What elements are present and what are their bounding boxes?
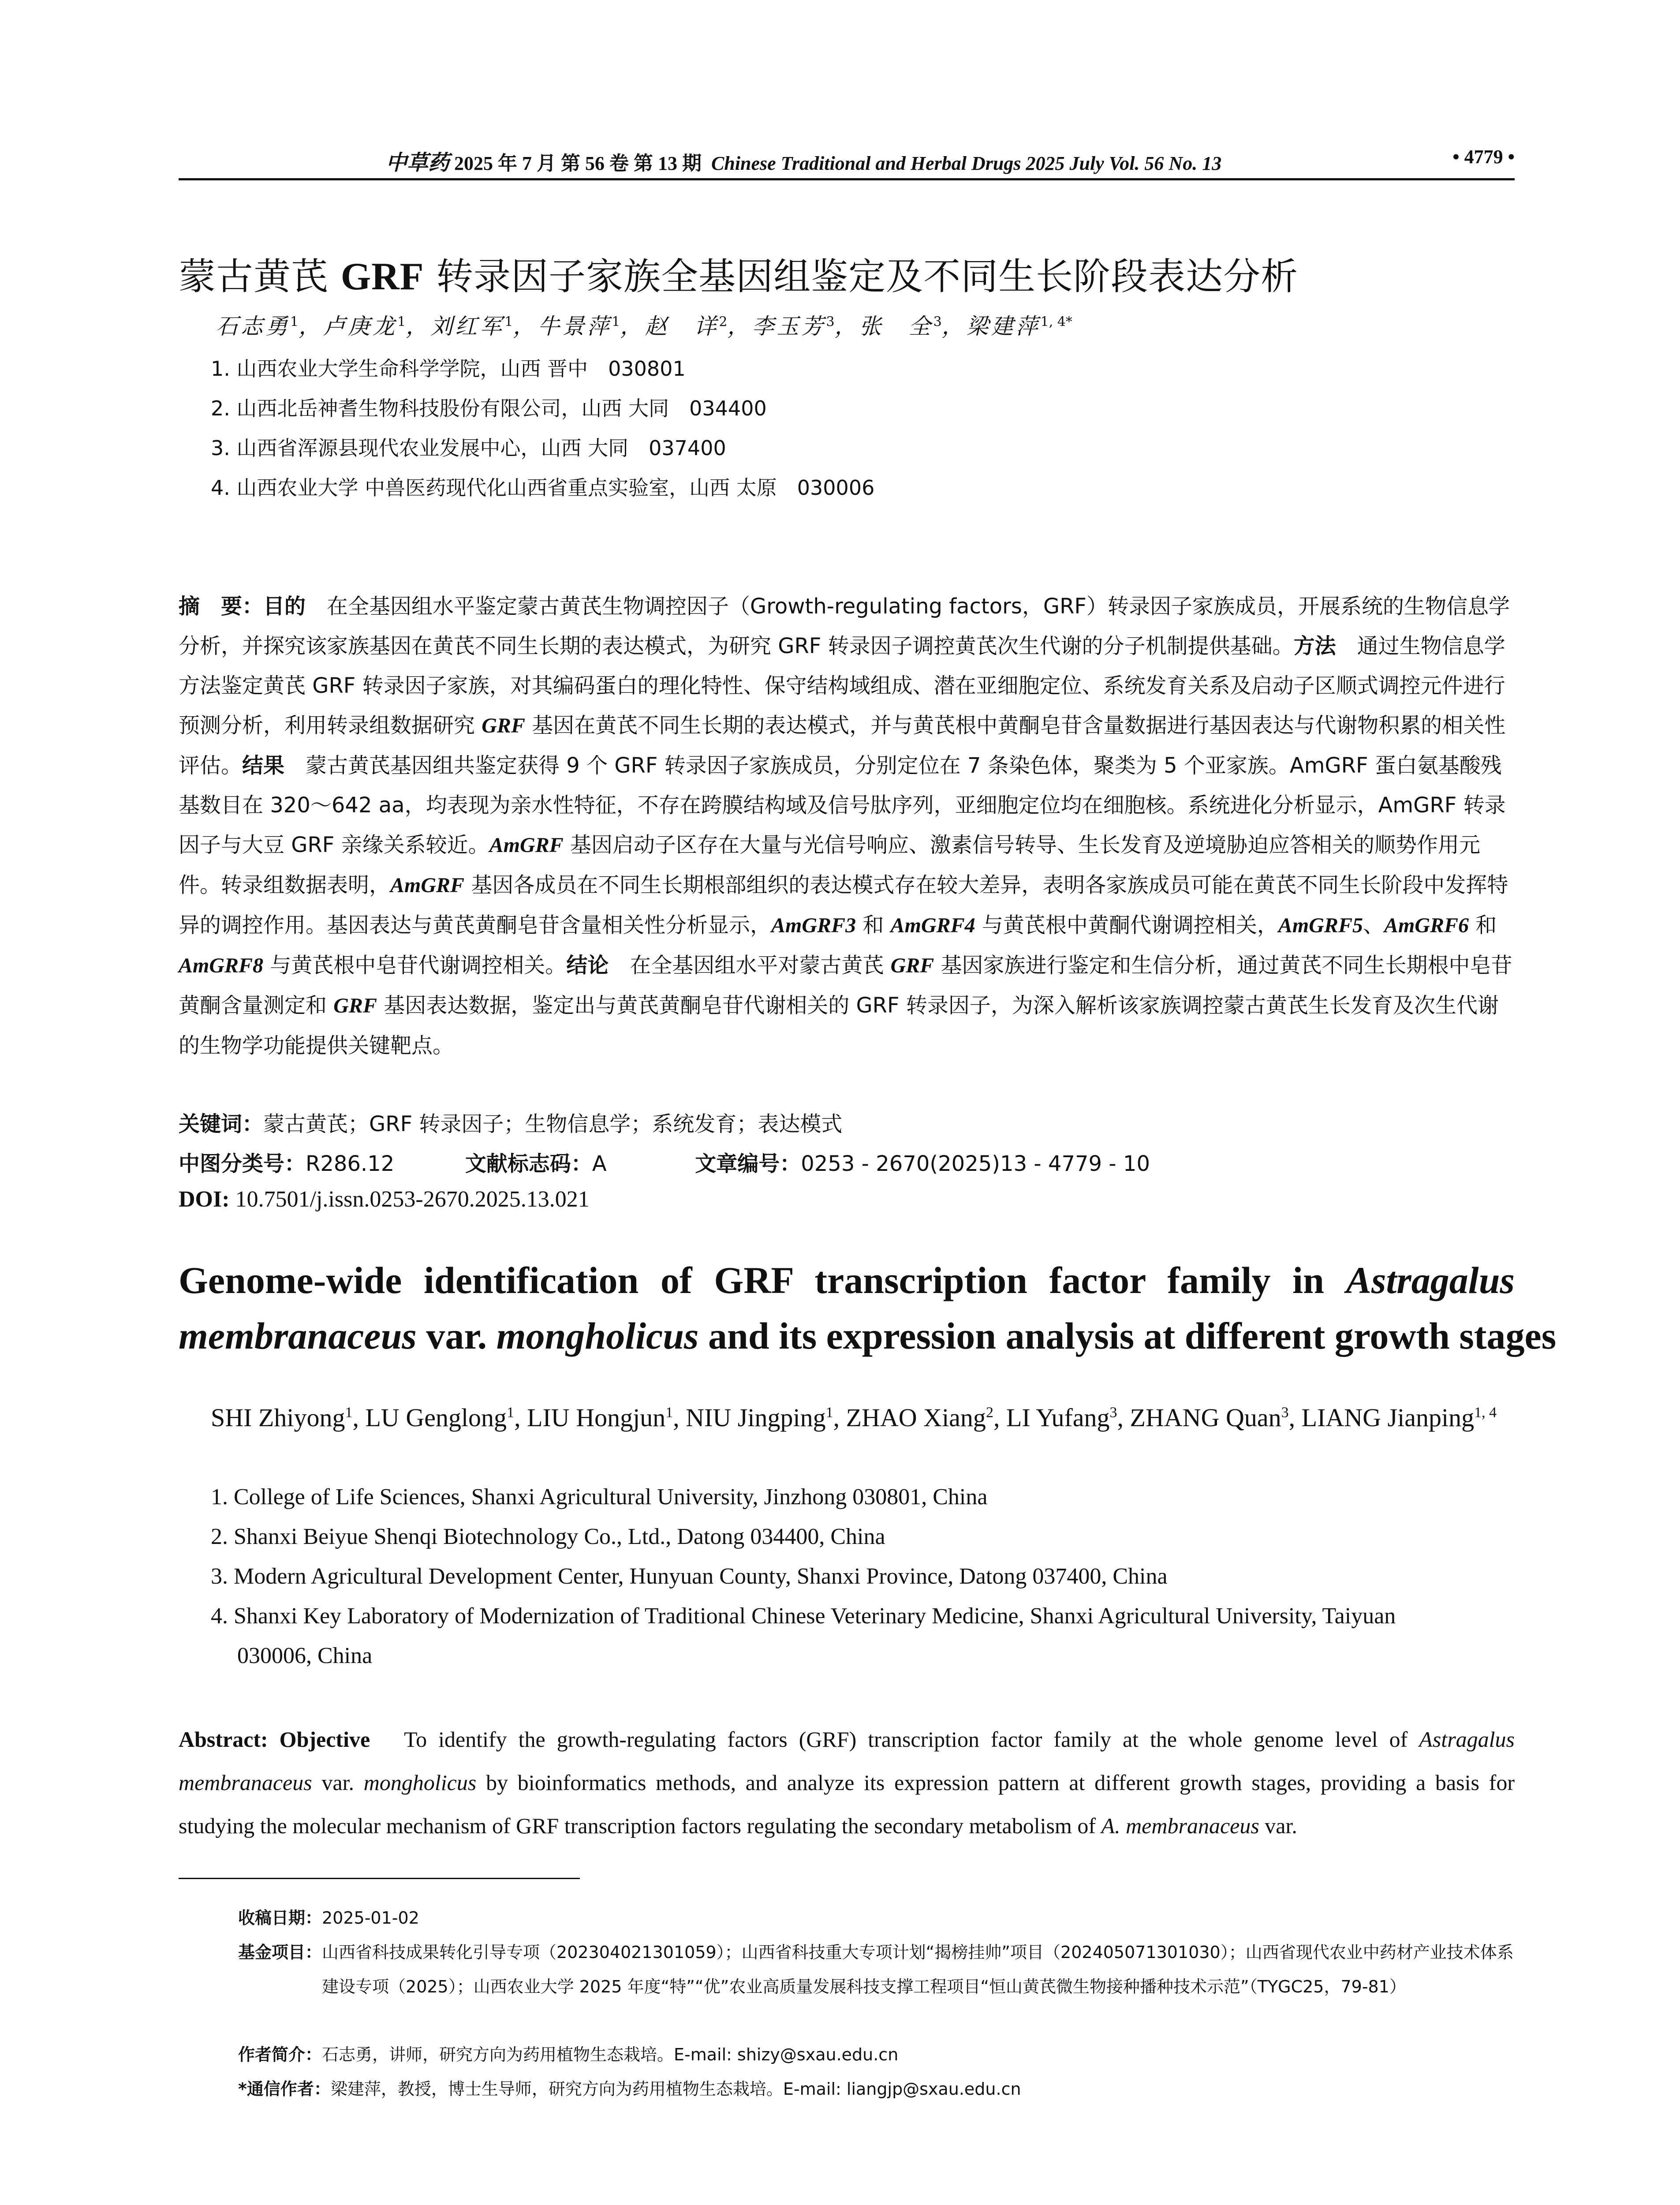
results-text: 和	[1469, 913, 1497, 938]
affiliation-cn-1: 1. 山西农业大学生命科学学院，山西 晋中 030801	[211, 357, 686, 381]
results-text: 基因启动子区存在大量与光信号响应、激素信号转导、生长发育及逆境胁迫应答相关的顺势作用元件。转录组数据表明，	[179, 833, 1480, 897]
fund-note: 基金项目： 山西省科技成果转化引导专项（202304021301059）；山西省科技重大专项计划“揭榜挂帅”项目（202405071301030）；山西省现代农业中药材产业技术体系建设专项（2025）；山西农业大学 2025 年度“特”“优”农业高质量发展科技支撑工程项目“恒山黄芪微生物接种播种技术示范”（TYGC25，79-81）	[238, 1943, 1514, 1996]
title-cn	[179, 247, 1298, 300]
article-number: 0253 - 2670(2025)13 - 4779 - 10	[801, 1151, 1150, 1176]
results-label: 结果	[242, 753, 285, 778]
author-en: LIANG Jianping$^{1, 4}$	[1301, 1403, 1497, 1432]
results-text: 和	[856, 913, 891, 938]
abstract-en: Abstract: Objective To identify the growth-regulating factors (GRF) transcription factor family at the whole genome level of Astragalus membranaceus var. mongholicus by bioinformatics methods, and analyze its expression pattern at different growth stages, providing a basis for studying the molecular mechanism of GRF transcription factors regulating the secondary metabolism of A. membranaceus var.	[179, 1727, 1515, 1838]
conclusion-text: 在全基因组水平对蒙古黄芪	[609, 953, 891, 978]
affiliation-en-3: 3. Modern Agricultural Development Center, Hunyuan County, Shanxi Province, Datong 037400, China	[211, 1564, 1168, 1589]
results-text: 与黄芪根中黄酮代谢调控相关，	[975, 913, 1278, 938]
authors-cn	[216, 309, 1072, 340]
abstract-cn-label: 摘 要：	[179, 594, 264, 619]
gene-name: AmGRF6	[1384, 914, 1469, 937]
objective-text: 在全基因组水平鉴定蒙古黄芪生物调控因子（Growth-regulating factors，GRF）转录因子家族成员，开展系统的生物信息学分析，并探究该家族基因在黄芪不同生长期的表达模式，为研究 GRF 转录因子调控黄芪次生代谢的分子机制提供基础。	[179, 594, 1510, 658]
header-center	[386, 146, 1221, 176]
author-cn: 张 全$^3$，	[859, 314, 967, 339]
running-header	[179, 146, 1515, 176]
methods-text: 基因在黄芪不同生长期的表达模式，并与黄芪根中黄酮皂苷含量数据进行基因表达与代谢物积累的相关性评估。	[179, 713, 1506, 778]
received-date: 收稿日期：2025-01-02	[238, 1908, 419, 1928]
affiliation-en-1: 1. College of Life Sciences, Shanxi Agricultural University, Jinzhong 030801, China	[211, 1484, 988, 1510]
gene-name: AmGRF3	[771, 914, 856, 937]
clc-number: R286.12	[306, 1151, 395, 1176]
author-cn: 刘红军$^1$，	[430, 314, 538, 339]
gene-name: AmGRF	[489, 833, 564, 857]
results-text: 蒙古黄芪基因组共鉴定获得 9 个 GRF 转录因子家族成员，分别定位在 7 条染色体，聚类为 5 个亚家族。AmGRF 蛋白氨基酸残基数目在 320～642 aa，均表现为亲水性特征，不存在跨膜结构域及信号肽序列，亚细胞定位均在细胞核。系统进化分析显示，AmGRF 转录因子与大豆 GRF 亲缘关系较近。	[179, 753, 1506, 857]
journal-logo-cn: 中草药	[386, 150, 450, 175]
affiliation-cn-2: 2. 山西北岳神耆生物科技股份有限公司，山西 大同 034400	[211, 396, 767, 420]
doi-link[interactable]: 10.7501/j.issn.0253-2670.2025.13.021	[229, 1187, 590, 1212]
author-en: ZHANG Quan$^3$,	[1130, 1403, 1302, 1432]
title-en: Genome-wide identification of GRF transcription factor family in Astragalus membranaceus var. mongholicus and its expression analysis at different growth stages	[179, 1259, 1557, 1357]
author-cn: 赵 详$^2$，	[645, 314, 752, 339]
title-cn-pre: 蒙古黄芪	[179, 255, 341, 298]
author-cn: 李玉芳$^3$，	[752, 314, 859, 339]
authors-en	[211, 1394, 1516, 1437]
author-cn: 梁建萍$^{1, 4*}$	[966, 314, 1072, 339]
author-en: LI Yufang$^3$,	[1006, 1403, 1130, 1432]
classification-line: 中图分类号：R286.12 文献标志码：A 文章编号：0253 - 2670(2025)13 - 4779 - 10	[179, 1151, 1150, 1176]
author-en: SHI Zhiyong$^1$,	[211, 1403, 366, 1432]
gene-name: AmGRF4	[890, 914, 975, 937]
results-text: 与黄芪根中皂苷代谢调控相关。	[263, 953, 567, 978]
corresponding-author: *通信作者：梁建萍，教授，博士生导师，研究方向为药用植物生态栽培。E-mail: liangjp@sxau.edu.cn	[238, 2079, 1021, 2099]
affiliation-cn-3: 3. 山西省浑源县现代农业发展中心，山西 大同 037400	[211, 436, 726, 460]
methods-label: 方法	[1293, 634, 1336, 658]
results-text: 基因各成员在不同生长期根部组织的表达模式存在较大差异，表明各家族成员可能在黄芪不同生长阶段中发挥特异的调控作用。基因表达与黄芪黄酮皂苷含量相关性分析显示，	[179, 873, 1508, 938]
affiliation-en-2: 2. Shanxi Beiyue Shenqi Biotechnology Co., Ltd., Datong 034400, China	[211, 1524, 885, 1549]
doi-line: DOI: 10.7501/j.issn.0253-2670.2025.13.021	[179, 1187, 590, 1212]
gene-name: AmGRF8	[179, 954, 264, 977]
author-cn: 牛景萍$^1$，	[538, 314, 645, 339]
author-cn: 卢庚龙$^1$，	[323, 314, 431, 339]
page-number: • 4779 •	[1452, 146, 1515, 168]
title-cn-grf: GRF	[340, 255, 424, 298]
gene-name: GRF	[482, 714, 525, 737]
author-bio: 作者简介：石志勇，讲师，研究方向为药用植物生态栽培。E-mail: shizy@sxau.edu.cn	[238, 2045, 899, 2064]
conclusion-text: 基因表达数据，鉴定出与黄芪黄酮皂苷代谢相关的 GRF 转录因子，为深入解析该家族调控蒙古黄芪生长发育及次生代谢的生物学功能提供关键靶点。	[179, 993, 1499, 1058]
author-cn: 石志勇$^1$，	[216, 314, 324, 339]
issue-en: Chinese Traditional and Herbal Drugs 2025 July Vol. 56 No. 13	[711, 153, 1222, 174]
affiliation-en-4-cont: 030006, China	[237, 1643, 373, 1668]
conclusion-text: 基因家族进行鉴定和生信分析，通过黄芪不同生长期根中皂苷黄酮含量测定和	[179, 953, 1512, 1018]
header-rule	[179, 178, 1515, 180]
results-text: 、	[1363, 913, 1384, 938]
affiliation-en-4: 4. Shanxi Key Laboratory of Modernization of Traditional Chinese Veterinary Medicine, Shanxi Agricultural University, Taiyuan	[211, 1603, 1396, 1629]
author-en: LIU Hongjun$^1$,	[527, 1403, 686, 1432]
doc-code: A	[592, 1151, 607, 1176]
gene-name: AmGRF5	[1278, 914, 1363, 937]
gene-name: GRF	[333, 994, 377, 1017]
gene-name: GRF	[890, 954, 934, 977]
title-cn-post: 转录因子家族全基因组鉴定及不同生长阶段表达分析	[424, 255, 1299, 298]
author-en: ZHAO Xiang$^2$,	[846, 1403, 1006, 1432]
abstract-cn	[179, 587, 1515, 1065]
keywords-cn: 关键词：蒙古黄芪；GRF 转录因子；生物信息学；系统发育；表达模式	[179, 1112, 843, 1136]
conclusion-label: 结论	[566, 953, 609, 978]
issue-cn: 2025 年 7 月 第 56 卷 第 13 期	[454, 153, 702, 174]
footnote-rule	[179, 1878, 580, 1879]
author-en: LU Genglong$^1$,	[365, 1403, 527, 1432]
methods-text: 通过生物信息学方法鉴定黄芪 GRF 转录因子家族，对其编码蛋白的理化特性、保守结构域组成、潜在亚细胞定位、系统发育关系及启动子区顺式调控元件进行预测分析，利用转录组数据研究	[179, 634, 1505, 738]
abstract-en-label: Abstract: Objective	[179, 1727, 370, 1752]
gene-name: AmGRF	[390, 874, 465, 897]
author-en: NIU Jingping$^1$,	[686, 1403, 846, 1432]
affiliation-cn-4: 4. 山西农业大学 中兽医药现代化山西省重点实验室，山西 太原 030006	[211, 476, 875, 500]
objective-label: 目的	[263, 594, 306, 619]
